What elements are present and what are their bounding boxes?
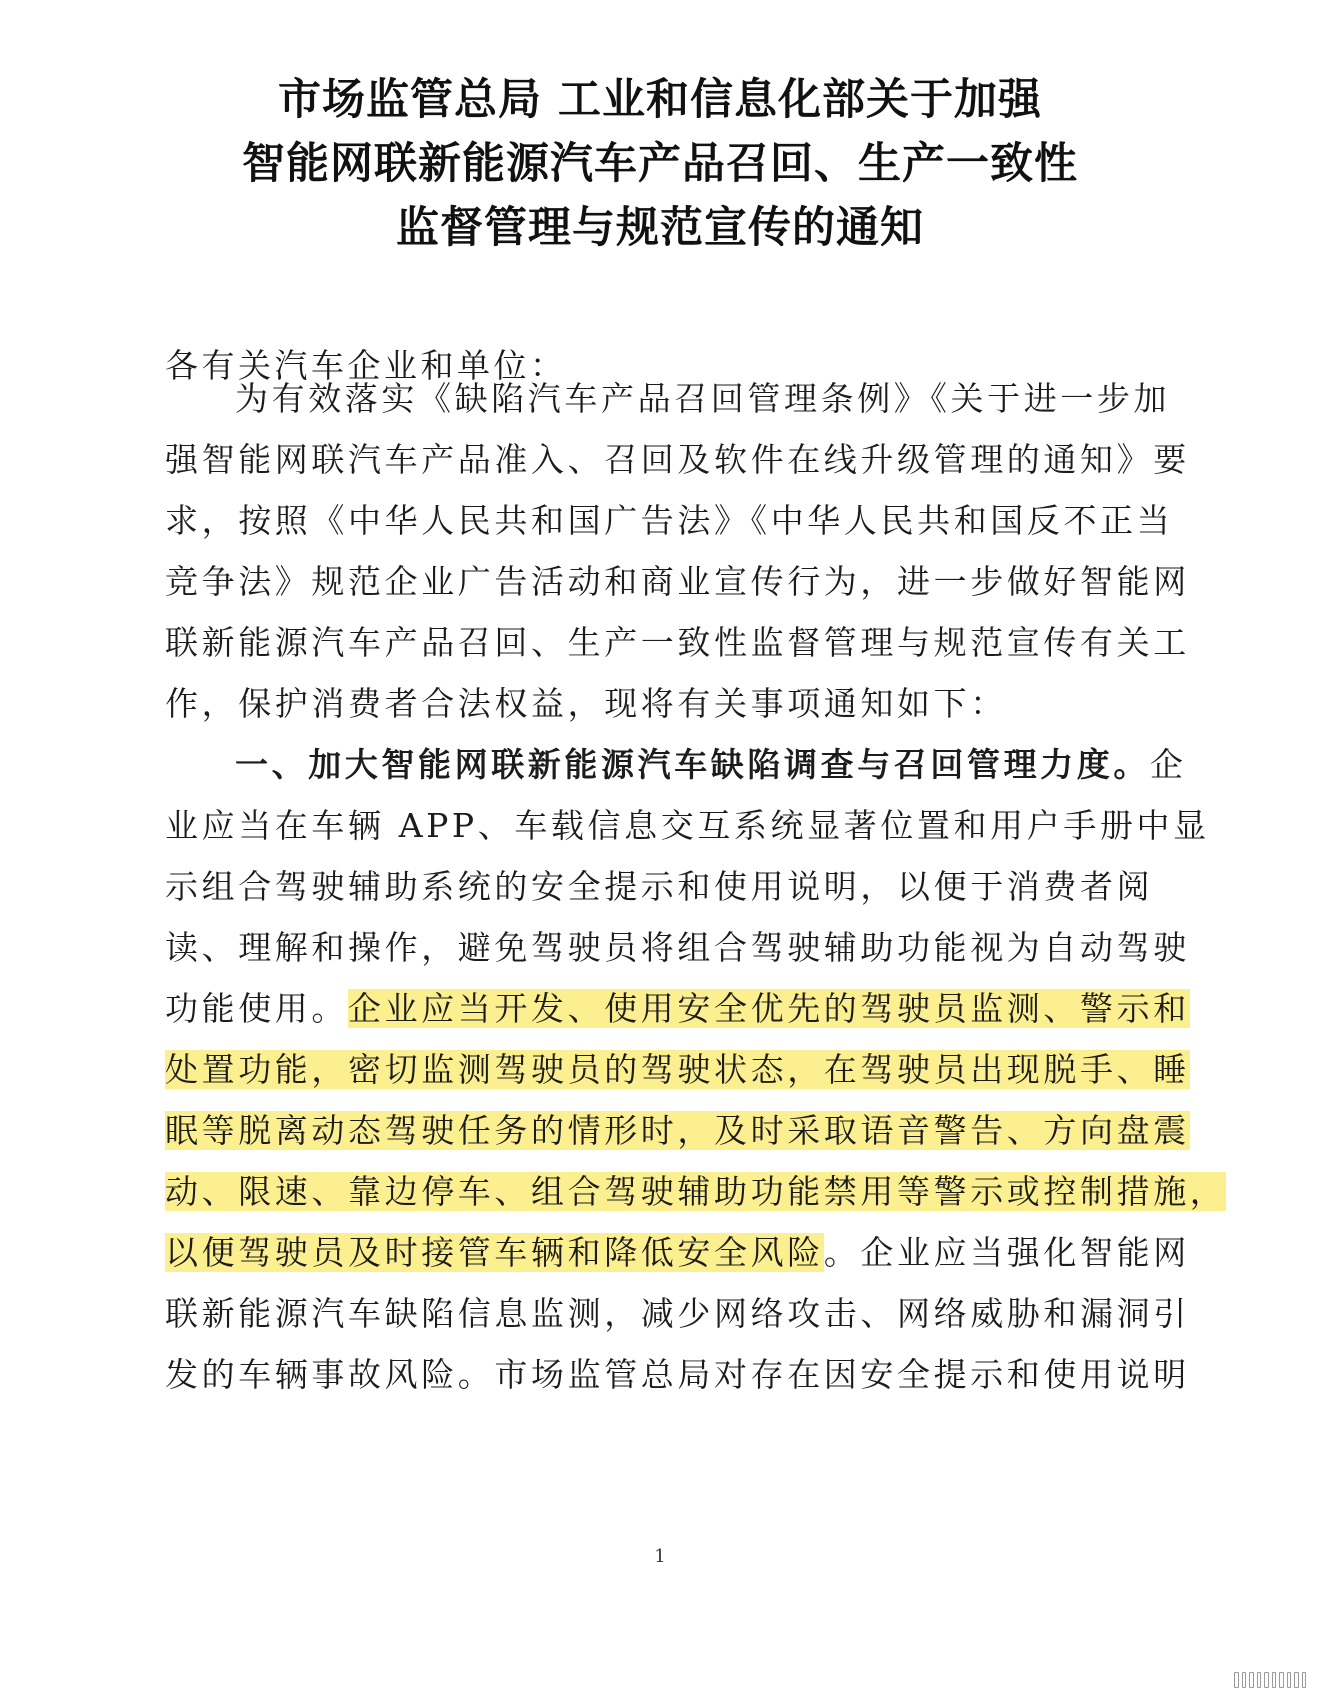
section1-line: 发的车辆事故风险。市场监管总局对存在因安全提示和使用说明: [165, 1355, 1190, 1394]
page-stack-bar-icon: [1264, 1672, 1269, 1688]
section1-line1-rest: 企: [1150, 745, 1187, 784]
more-pages-icon[interactable]: [1234, 1670, 1306, 1690]
highlighted-text: 眠等脱离动态驾驶任务的情形时，及时采取语音警告、方向盘震: [165, 1111, 1190, 1150]
page-stack-bar-icon: [1257, 1672, 1262, 1688]
section1-line: 联新能源汽车缺陷信息监测，减少网络攻击、网络威胁和漏洞引: [165, 1294, 1190, 1333]
highlighted-text: 以便驾驶员及时接管车辆和降低安全风险: [165, 1233, 824, 1272]
page-stack-bar-icon: [1249, 1672, 1254, 1688]
page-stack-bar-icon: [1294, 1672, 1299, 1688]
title-line-1: 市场监管总局 工业和信息化部关于加强: [278, 75, 1042, 125]
paragraph1-line: 求，按照《中华人民共和国广告法》《中华人民共和国反不正当: [165, 501, 1174, 540]
section1-line: 示组合驾驶辅助系统的安全提示和使用说明，以便于消费者阅: [165, 867, 1154, 906]
section1-line-5: [165, 976, 1190, 1041]
paragraph1-line: 强智能网联汽车产品准入、召回及软件在线升级管理的通知》要: [165, 440, 1190, 479]
page-number: 1: [654, 1546, 666, 1567]
section1-line-8: [165, 1159, 1227, 1224]
document-title: [0, 68, 1320, 260]
section1-line-9: [165, 1220, 1190, 1285]
page-stack-bar-icon: [1287, 1672, 1292, 1688]
page-stack-bar-icon: [1242, 1672, 1247, 1688]
section1-line: 业应当在车辆 APP、车载信息交互系统显著位置和用户手册中显: [165, 806, 1210, 845]
highlighted-text: 动、限速、靠边停车、组合驾驶辅助功能禁用等警示或控制措施，: [165, 1172, 1227, 1211]
highlighted-text: 企业应当开发、使用安全优先的驾驶员监测、警示和: [348, 989, 1190, 1028]
salutation: 各有关汽车企业和单位：: [165, 346, 567, 385]
paragraph1-line: 竞争法》规范企业广告活动和商业宣传行为，进一步做好智能网: [165, 562, 1190, 601]
section1-line: 读、理解和操作，避免驾驶员将组合驾驶辅助功能视为自动驾驶: [165, 928, 1190, 967]
title-line-2: 智能网联新能源汽车产品召回、生产一致性: [242, 139, 1078, 189]
highlighted-text: 处置功能，密切监测驾驶员的驾驶状态，在驾驶员出现脱手、睡: [165, 1050, 1190, 1089]
page-stack-bar-icon: [1272, 1672, 1277, 1688]
page-stack-bar-icon: [1234, 1672, 1239, 1688]
section1-line10-rest: 。企业应当强化智能网: [823, 1233, 1190, 1272]
page-stack-bar-icon: [1279, 1672, 1284, 1688]
section1-line-1: [235, 732, 1187, 797]
section1-line-7: [165, 1098, 1190, 1163]
section1-heading: 一、加大智能网联新能源汽车缺陷调查与召回管理力度。: [235, 745, 1150, 784]
paragraph1-line: 作，保护消费者合法权益，现将有关事项通知如下：: [165, 684, 1007, 723]
section1-line-6: [165, 1037, 1190, 1102]
paragraph1-line: 联新能源汽车产品召回、生产一致性监督管理与规范宣传有关工: [165, 623, 1190, 662]
title-line-3: 监督管理与规范宣传的通知: [396, 203, 924, 253]
section1-line5-plain: 功能使用。: [165, 989, 348, 1028]
page-stack-bar-icon: [1302, 1672, 1307, 1688]
paragraph1-line: 为有效落实《缺陷汽车产品召回管理条例》《关于进一步加: [235, 379, 1171, 418]
